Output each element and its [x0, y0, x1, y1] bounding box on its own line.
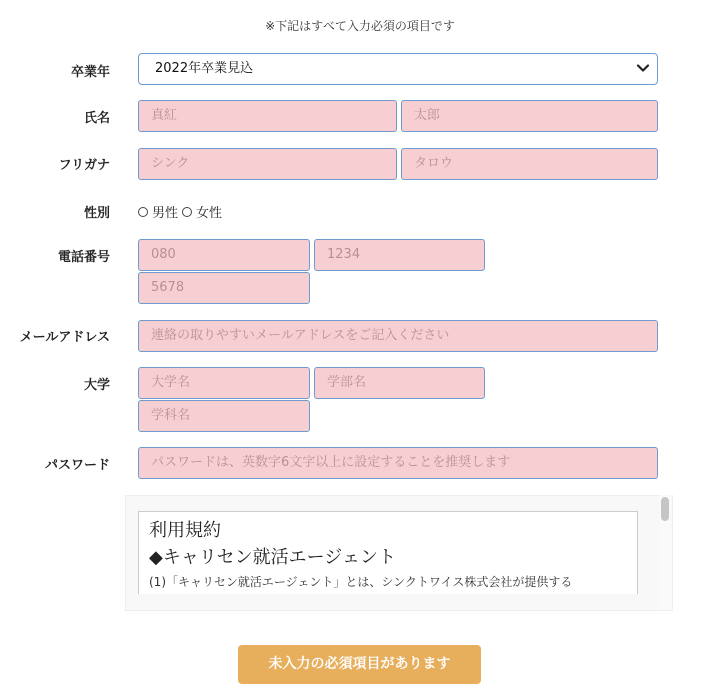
terms-title: 利用規約 — [149, 520, 221, 541]
required-notice: ※下記はすべて入力必須の項目です — [265, 19, 455, 33]
first-name-input[interactable]: 太郎 — [401, 100, 658, 132]
phone-part1-input[interactable]: 080 — [138, 239, 310, 271]
terms-text: (1)「キャリセン就活エージェント」とは、シンクトワイス株式会社が提供する — [149, 575, 573, 589]
terms-scrollbar-thumb[interactable] — [661, 497, 669, 521]
university-label: 大学 — [83, 378, 110, 393]
radio-circle-icon[interactable] — [182, 207, 192, 217]
graduation-select-value: 2022年卒業見込 — [155, 61, 254, 76]
phone-label: 電話番号 — [57, 250, 110, 265]
gender-radio-group — [138, 202, 226, 221]
password-input[interactable]: パスワードは、英数字6文字以上に設定することを推奨します — [138, 447, 658, 479]
submit-button[interactable]: 未入力の必須項目があります — [238, 645, 481, 684]
password-label: パスワード — [44, 458, 110, 473]
phone-part2-input[interactable]: 1234 — [314, 239, 485, 271]
email-label: メールアドレス — [19, 330, 110, 345]
gender-label: 性別 — [83, 206, 110, 221]
last-name-kana-input[interactable]: シンク — [138, 148, 397, 180]
last-name-input[interactable]: 真紅 — [138, 100, 397, 132]
first-name-kana-input[interactable]: タロウ — [401, 148, 658, 180]
chevron-down-icon — [635, 60, 651, 76]
gender-female-radio[interactable] — [182, 202, 222, 221]
radio-circle-icon[interactable] — [138, 207, 148, 217]
faculty-input[interactable]: 学部名 — [314, 367, 485, 399]
terms-box[interactable] — [138, 511, 638, 594]
university-name-input[interactable]: 大学名 — [138, 367, 310, 399]
phone-part3-input[interactable]: 5678 — [138, 272, 310, 304]
gender-female-label: 女性 — [196, 206, 223, 221]
graduation-select[interactable] — [138, 53, 658, 85]
gender-male-label: 男性 — [152, 206, 179, 221]
graduation-label: 卒業年 — [70, 65, 110, 80]
furigana-label: フリガナ — [58, 158, 110, 173]
email-input[interactable]: 連絡の取りやすいメールアドレスをご記入ください — [138, 320, 658, 352]
gender-male-radio[interactable] — [138, 202, 178, 221]
terms-subtitle: ◆キャリセン就活エージェント — [149, 547, 396, 568]
department-input[interactable]: 学科名 — [138, 400, 310, 432]
name-label: 氏名 — [83, 111, 110, 126]
